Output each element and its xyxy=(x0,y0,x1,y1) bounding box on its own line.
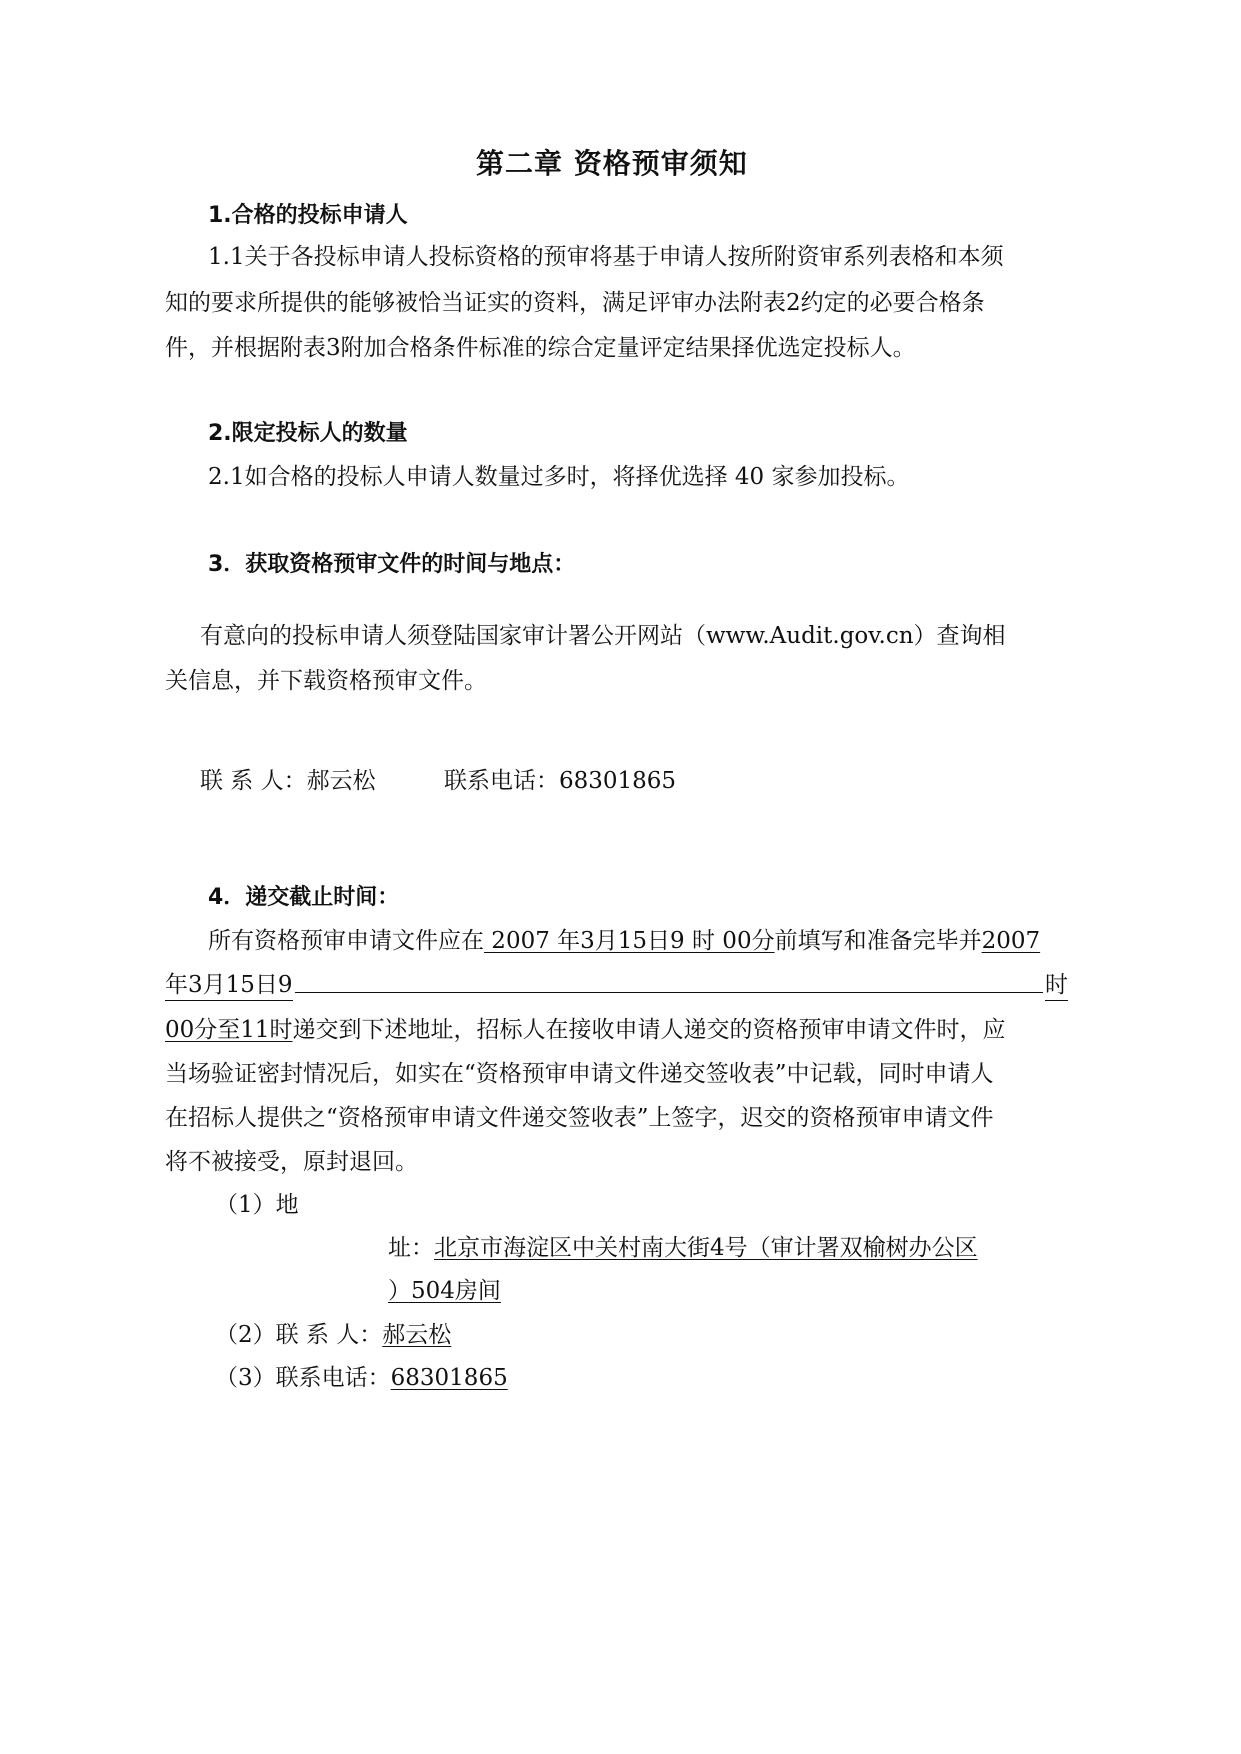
section-4-line-2 xyxy=(165,970,1068,1001)
section-2-heading: 2.限定投标人的数量 xyxy=(208,421,408,446)
address-label-2: 址： xyxy=(388,1235,434,1261)
address-value-2: ）504房间 xyxy=(388,1278,501,1304)
section-1-line-1: 1.1关于各投标申请人投标资格的预审将基于申请人按所附资审系列表格和本须 xyxy=(208,244,1004,270)
contact-value: 郝云松 xyxy=(382,1322,452,1348)
section-3-line-2: 关信息，并下载资格预审文件。 xyxy=(165,668,487,694)
section-4-line-6: 将不被接受，原封退回。 xyxy=(165,1149,418,1175)
phone-value: 68301865 xyxy=(390,1365,508,1391)
section-1-heading: 1.合格的投标申请人 xyxy=(208,203,408,228)
section-4-line-3-rest: 递交到下述地址，招标人在接收申请人递交的资格预审申请文件时，应 xyxy=(292,1017,1006,1043)
page-title: 第二章 资格预审须知 xyxy=(476,147,748,180)
deadline-date-1: 2007 年3月15日9 时 00分 xyxy=(484,928,775,954)
section-3-line-1: 有意向的投标申请人须登陆国家审计署公开网站（www.Audit.gov.cn）查询相 xyxy=(200,623,1006,649)
deadline-date-2-rest: 年3月15日9 xyxy=(165,970,293,1001)
address-label-1: （1）地 xyxy=(215,1192,299,1218)
deadline-hour-suffix: 时 xyxy=(1045,970,1068,1001)
section-4-line-1 xyxy=(208,926,1040,956)
underline-fill xyxy=(295,970,1043,993)
phone-label: （3）联系电话： xyxy=(215,1365,391,1391)
contact-line xyxy=(215,1320,451,1350)
section-4-line-4: 当场验证密封情况后，如实在“资格预审申请文件递交签收表”中记载，同时申请人 xyxy=(165,1061,994,1087)
section-1-line-3: 件，并根据附表3附加合格条件标准的综合定量评定结果择优选定投标人。 xyxy=(165,335,916,361)
contact-label: （2）联 系 人： xyxy=(215,1322,383,1348)
section-4-line-5: 在招标人提供之“资格预审申请文件递交签收表”上签字，迟交的资格预审申请文件 xyxy=(165,1105,994,1131)
deadline-time-range: 00分至11时 xyxy=(165,1017,293,1043)
address-line-1 xyxy=(388,1233,978,1263)
address-value-1: 北京市海淀区中关村南大街4号（审计署双榆树办公区 xyxy=(434,1235,978,1261)
section-2-line-1: 2.1如合格的投标人申请人数量过多时，将择优选择 40 家参加投标。 xyxy=(208,464,910,490)
deadline-date-2-year: 2007 xyxy=(981,928,1041,954)
section-4-line-3 xyxy=(165,1015,1006,1045)
section-1-line-2: 知的要求所提供的能够被恰当证实的资料，满足评审办法附表2约定的必要合格条 xyxy=(165,290,985,316)
section-4-line-1-prefix: 所有资格预审申请文件应在 xyxy=(208,928,484,954)
section-4-line-1-mid: 前填写和准备完毕并 xyxy=(774,928,982,954)
section-3-phone: 联系电话：68301865 xyxy=(444,768,677,794)
section-3-heading: 3．获取资格预审文件的时间与地点： xyxy=(208,552,576,577)
phone-line xyxy=(215,1363,508,1393)
section-3-contact: 联 系 人：郝云松 xyxy=(200,768,376,794)
section-4-heading: 4．递交截止时间： xyxy=(208,885,400,910)
